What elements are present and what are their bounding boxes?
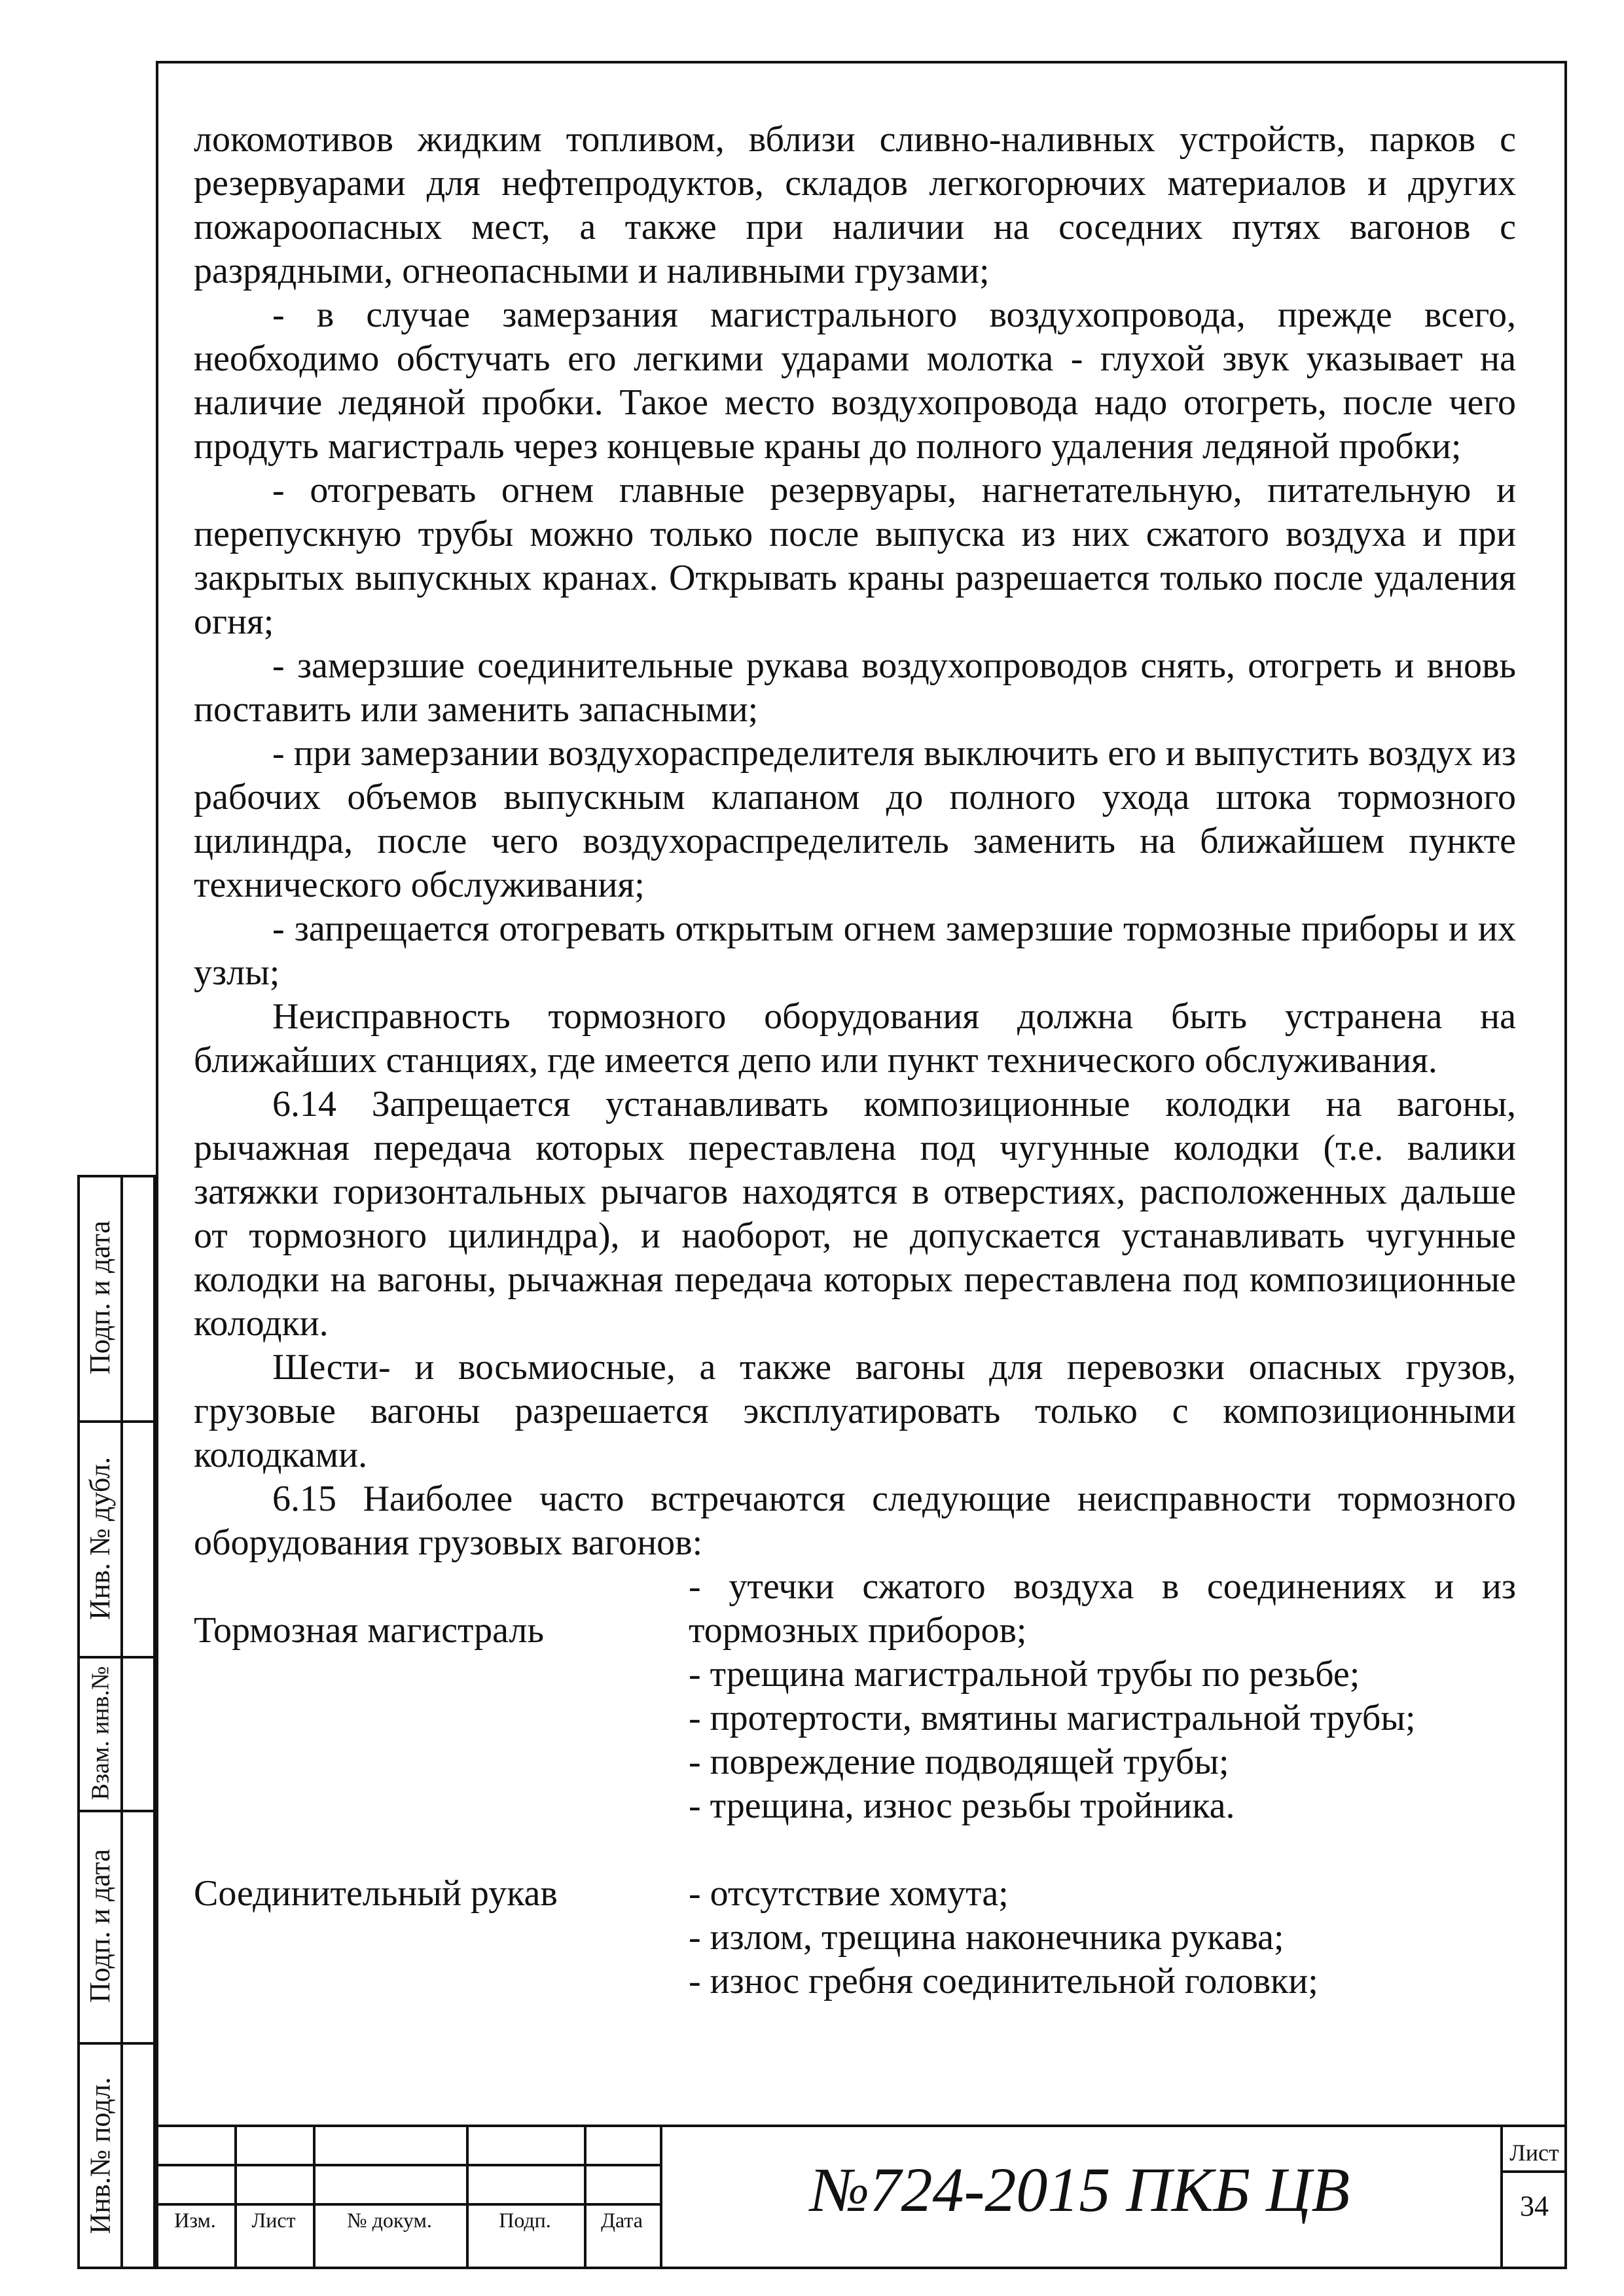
defect-item: - повреждение подводящей трубы; [689,1742,1229,1782]
document-code: №724-2015 ПКБ ЦВ [810,2155,1350,2225]
defect-group-label: Соединительный рукав [194,1873,558,1914]
paragraph-3: - отогревать огнем главные резервуары, нагнетательную, питательную и перепускную трубы можно только после выпуска из них сжатого воздуха и при закрытых выпускных кранах. Открывать краны разрешается только после удаления огня; [194,470,1516,642]
paragraph-7: Неисправность тормозного оборудования должна быть устранена на ближайших станциях, где имеется депо или пункт технического обслуживания. [194,996,1516,1081]
defects-list [194,1565,1516,2003]
title-block-top [156,2125,1567,2127]
col-sheet: Лист [251,2208,296,2232]
defect-item: - отсутствие хомута; [689,1873,1009,1914]
margin-label-sign-date-2: Подп. и дата [84,1848,117,2003]
paragraph-5: - при замерзании воздухораспределителя выключить его и выпустить воздух из рабочих объемов выпускным клапаном до полного ухода штока тормозного цилиндра, после чего воздухораспределитель заменить на ближайшем пункте технического обслуживания; [194,733,1516,905]
col-change: Изм. [174,2208,216,2232]
document-body [194,118,1516,2003]
defect-item: - трещина магистральной трубы по резьбе; [689,1654,1360,1695]
defect-item: - утечки сжатого воздуха в соединениях и из тормозных приборов; [689,1566,1516,1651]
defect-item: - трещина, износ резьбы тройника. [689,1785,1235,1826]
paragraph-10: 6.15 Наиболее часто встречаются следующие неисправности тормозного оборудования грузовых вагонов: [194,1479,1516,1563]
defect-item: - износ гребня соединительной головки; [689,1961,1318,2001]
paragraph-4: - замерзшие соединительные рукава воздухопроводов снять, отогреть и вновь поставить или заменить запасными; [194,645,1516,730]
sheet-number: 34 [1520,2190,1549,2222]
margin-label-replace-inv: Взам. инв.№ [86,1666,115,1800]
defect-group-brake-line [194,1565,1516,1828]
defect-item: - излом, трещина наконечника рукава; [689,1917,1284,1958]
margin-label-dup-inv: Инв. № дубл. [84,1456,117,1620]
col-signature: Подп. [499,2208,551,2232]
paragraph-8: 6.14 Запрещается устанавливать композиционные колодки на вагоны, рычажная передача которых переставлена под чугунные колодки (т.е. валики затяжки горизонтальных рычагов находятся в отверстиях, расположенных дальше от тормозного цилиндра), и наоборот, не допускается устанавливать чугунные колодки на вагоны, рычажная передача которых переставлена под композиционные колодки. [194,1084,1516,1344]
defect-group-hose [194,1872,1516,2003]
paragraph-9: Шести- и восьмиосные, а также вагоны для перевозки опасных грузов, грузовые вагоны разрешается эксплуатировать только с композиционными колодками. [194,1347,1516,1475]
paragraph-1: локомотивов жидким топливом, вблизи сливно-наливных устройств, парков с резервуарами для нефтепродуктов, складов легкогорючих материалов и других пожароопасных мест, а также при наличии на соседних путях вагонов с разрядными, огнеопасными и наливными грузами; [194,119,1516,291]
sheet-label: Лист [1509,2140,1559,2166]
paragraph-6: - запрещается отогревать открытым огнем замерзшие тормозные приборы и их узлы; [194,908,1516,993]
margin-label-orig-inv: Инв.№ подл. [84,2077,117,2234]
col-date: Дата [601,2208,643,2232]
defect-group-label: Тормозная магистраль [194,1610,544,1651]
defect-item: - протертости, вмятины магистральной трубы; [689,1698,1416,1738]
col-doc-number: № докум. [347,2208,432,2232]
margin-label-sign-date: Подп. и дата [84,1220,117,1375]
paragraph-2: - в случае замерзания магистрального воздухопровода, прежде всего, необходимо обстучать его легкими ударами молотка - глухой звук указывает на наличие ледяной пробки. Такое место воздухопровода надо отогреть, после чего продуть магистраль через концевые краны до полного удаления ледяной пробки; [194,295,1516,467]
